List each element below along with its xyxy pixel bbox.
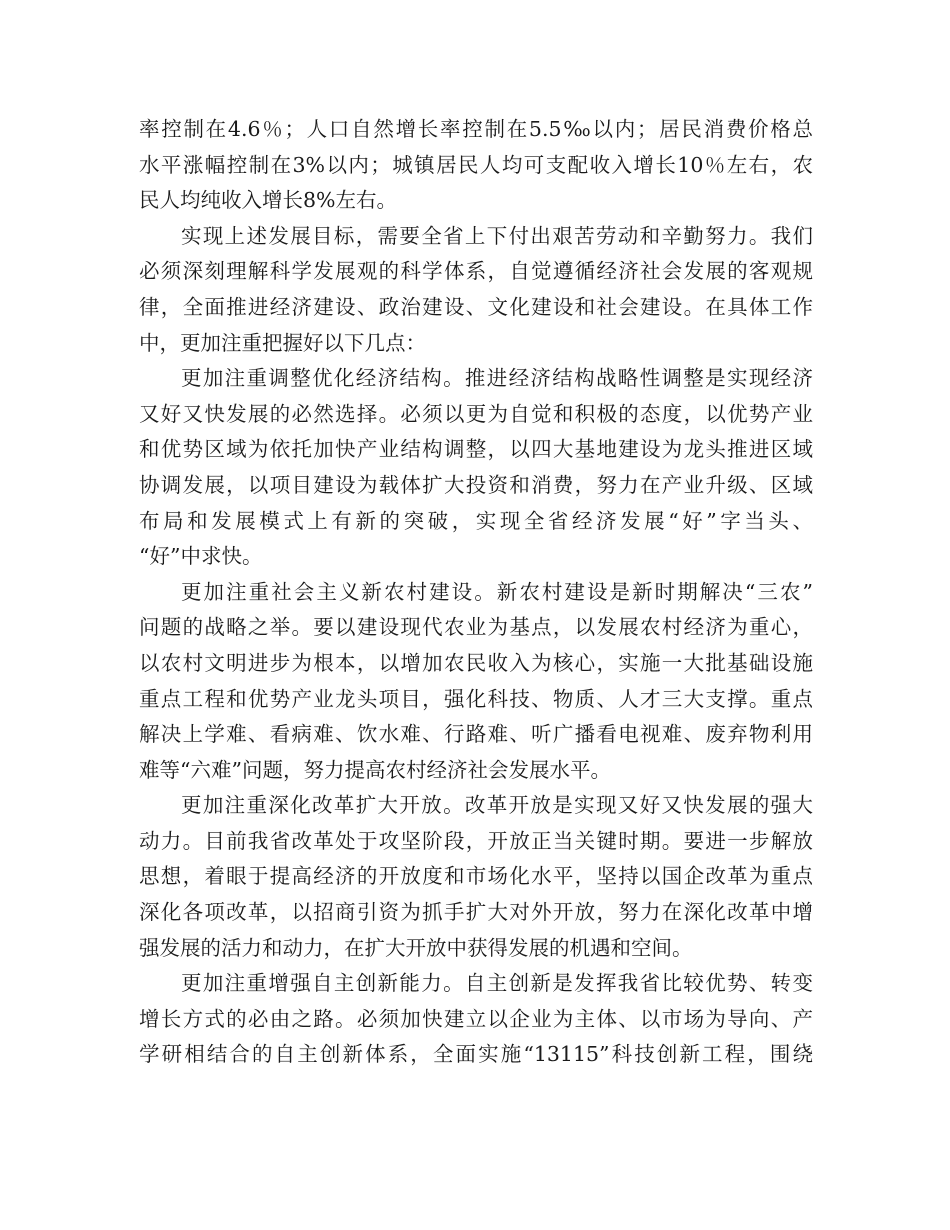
text-line: 中，更加注重把握好以下几点：	[139, 330, 426, 355]
text-line: 协调发展，以项目建设为载体扩大投资和消费，努力在产业升级、区域	[139, 472, 813, 497]
text-line: 实现上述发展目标，需要全省上下付出艰苦劳动和辛勤努力。我们	[181, 223, 813, 248]
text-line: 增长方式的必由之路。必须加快建立以企业为主体、以市场为导向、产	[139, 1006, 813, 1031]
document-body	[139, 112, 813, 1073]
text-line: 民人均纯收入增长8%左右。	[139, 188, 398, 213]
text-line: 重点工程和优势产业龙头项目，强化科技、物质、人才三大支撑。重点	[139, 686, 813, 711]
text-line: 律，全面推进经济建设、政治建设、文化建设和社会建设。在具体工作	[139, 294, 813, 319]
text-line: 强发展的活力和动力，在扩大开放中获得发展的机遇和空间。	[139, 935, 693, 960]
text-line: 又好又快发展的必然选择。必须以更为自觉和积极的态度，以优势产业	[139, 401, 813, 426]
text-line: 必须深刻理解科学发展观的科学体系，自觉遵循经济社会发展的客观规	[139, 259, 813, 284]
text-line: 难等“六难”问题，努力提高农村经济社会发展水平。	[139, 757, 611, 782]
text-line: 更加注重深化改革扩大开放。改革开放是实现又好又快发展的强大	[181, 793, 813, 818]
text-line: 更加注重社会主义新农村建设。新农村建设是新时期解决“三农”	[181, 579, 813, 604]
text-line: 思想，着眼于提高经济的开放度和市场化水平，坚持以国企改革为重点	[139, 864, 813, 889]
text-line: 更加注重调整优化经济结构。推进经济结构战略性调整是实现经济	[181, 366, 813, 391]
text-line: “好”中求快。	[139, 544, 263, 569]
text-line: 问题的战略之举。要以建设现代农业为基点，以发展农村经济为重心，	[139, 615, 813, 640]
text-line: 和优势区域为依托加快产业结构调整，以四大基地建设为龙头推进区域	[139, 437, 813, 462]
text-line: 更加注重增强自主创新能力。自主创新是发挥我省比较优势、转变	[181, 971, 813, 996]
text-line: 动力。目前我省改革处于攻坚阶段，开放正当关键时期。要进一步解放	[139, 828, 813, 853]
text-line: 解决上学难、看病难、饮水难、行路难、听广播看电视难、废弃物利用	[139, 722, 813, 747]
text-line: 水平涨幅控制在3%以内；城镇居民人均可支配收入增长10％左右，农	[139, 152, 813, 177]
text-line: 率控制在4.6％；人口自然增长率控制在5.5‰以内；居民消费价格总	[139, 117, 813, 141]
text-line: 布局和发展模式上有新的突破，实现全省经济发展“好”字当头、	[139, 508, 813, 533]
text-line: 学研相结合的自主创新体系，全面实施“13115”科技创新工程，围绕	[139, 1042, 813, 1067]
text-line: 以农村文明进步为根本，以增加农民收入为核心，实施一大批基础设施	[139, 650, 813, 675]
text-line: 深化各项改革，以招商引资为抓手扩大对外开放，努力在深化改革中增	[139, 900, 813, 925]
